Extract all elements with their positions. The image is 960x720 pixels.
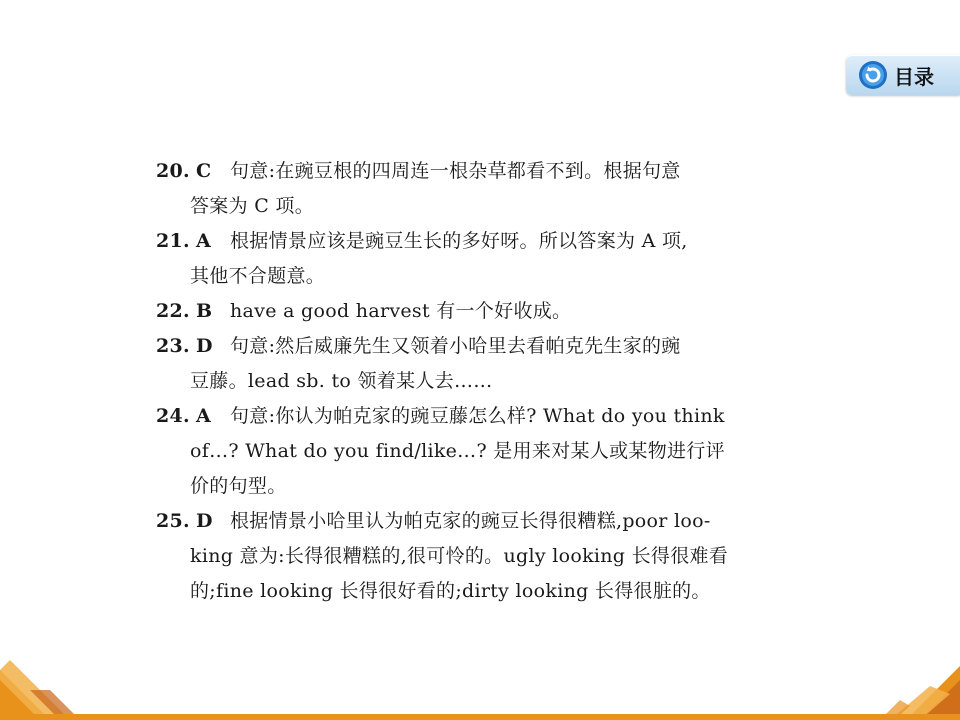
answer-item-24 xyxy=(156,399,796,504)
item-answer: D xyxy=(196,335,213,357)
answer-item-21 xyxy=(156,224,796,294)
item-number: 24. xyxy=(156,405,190,427)
toc-label: 目录 xyxy=(894,64,934,89)
item-number: 22. xyxy=(156,300,190,322)
explanation-line: 价的句型。 xyxy=(190,475,287,497)
item-answer: C xyxy=(196,160,212,182)
corner-decoration-left xyxy=(0,660,100,720)
explanation-line: of…? What do you find/like…? 是用来对某人或某物进行评 xyxy=(190,440,725,462)
explanation-line: 答案为 C 项。 xyxy=(190,195,315,217)
explanation-line: 根据情景应该是豌豆生长的多好呀。所以答案为 A 项, xyxy=(230,230,688,252)
answer-item-20 xyxy=(156,154,796,224)
explanation-line: have a good harvest 有一个好收成。 xyxy=(230,300,572,322)
circular-arrow-icon xyxy=(858,60,888,90)
corner-decoration-right xyxy=(860,666,960,720)
answer-item-22 xyxy=(156,294,796,329)
explanation-line: 句意:你认为帕克家的豌豆藤怎么样? What do you think xyxy=(230,405,725,427)
explanation-line: 句意:在豌豆根的四周连一根杂草都看不到。根据句意 xyxy=(230,160,681,182)
toc-button[interactable] xyxy=(846,55,960,95)
answer-item-23 xyxy=(156,329,796,399)
explanation-line: 的;fine looking 长得很好看的;dirty looking 长得很脏的。 xyxy=(190,580,711,602)
explanation-line: king 意为:长得很糟糕的,很可怜的。ugly looking 长得很难看 xyxy=(190,545,729,567)
footer-line xyxy=(0,714,960,720)
answer-item-25 xyxy=(156,504,796,609)
item-number: 20. xyxy=(156,160,190,182)
item-number: 21. xyxy=(156,230,190,252)
explanation-line: 句意:然后威廉先生又领着小哈里去看帕克先生家的豌 xyxy=(230,335,681,357)
answer-list xyxy=(156,154,796,609)
item-answer: A xyxy=(196,230,212,252)
item-answer: D xyxy=(196,510,213,532)
explanation-line: 其他不合题意。 xyxy=(190,265,326,287)
item-answer: B xyxy=(196,300,213,322)
item-number: 25. xyxy=(156,510,190,532)
item-answer: A xyxy=(196,405,212,427)
explanation-line: 根据情景小哈里认为帕克家的豌豆长得很糟糕,poor loo- xyxy=(230,510,711,532)
item-number: 23. xyxy=(156,335,190,357)
explanation-line: 豆藤。lead sb. to 领着某人去…… xyxy=(190,370,493,392)
